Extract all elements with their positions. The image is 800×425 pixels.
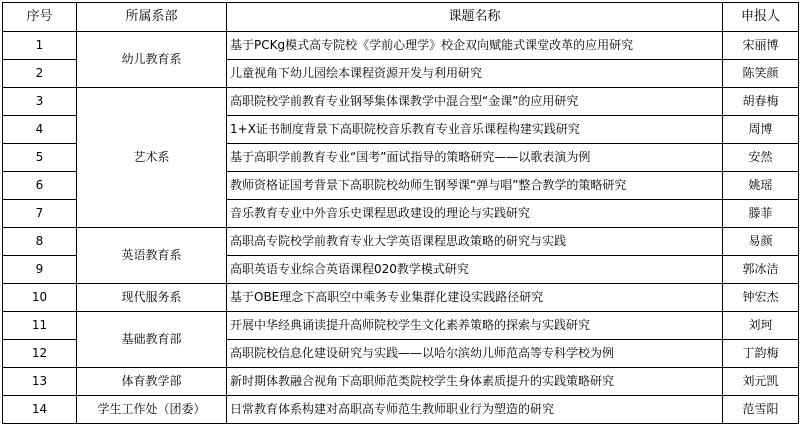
project-table (2, 2, 799, 424)
table-row (3, 32, 799, 60)
table-body (3, 32, 799, 424)
project-title: 高职院校学前教育专业钢琴集体课教学中混合型“金课”的应用研究 (227, 88, 723, 116)
row-number: 11 (3, 312, 77, 340)
applicant-name: 宋丽博 (723, 32, 799, 60)
header-applicant: 申报人 (723, 3, 799, 32)
applicant-name: 丁韵梅 (723, 340, 799, 368)
header-row (3, 3, 799, 32)
applicant-name: 姚瑶 (723, 172, 799, 200)
project-title: 音乐教育专业中外音乐史课程思政建设的理论与实践研究 (227, 200, 723, 228)
department-cell: 艺术系 (77, 88, 227, 228)
applicant-name: 刘珂 (723, 312, 799, 340)
table-row (3, 396, 799, 424)
department-cell: 学生工作处（团委） (77, 396, 227, 424)
department-cell: 幼儿教育系 (77, 32, 227, 88)
project-title: 基于OBE理念下高职空中乘务专业集群化建设实践路径研究 (227, 284, 723, 312)
project-title: 基于高职学前教育专业“国考”面试指导的策略研究——以歌表演为例 (227, 144, 723, 172)
department-cell: 现代服务系 (77, 284, 227, 312)
applicant-name: 易颜 (723, 228, 799, 256)
applicant-name: 范雪阳 (723, 396, 799, 424)
header-title: 课题名称 (227, 3, 723, 32)
row-number: 10 (3, 284, 77, 312)
department-cell: 体育教学部 (77, 368, 227, 396)
row-number: 7 (3, 200, 77, 228)
row-number: 5 (3, 144, 77, 172)
row-number: 3 (3, 88, 77, 116)
table-row (3, 368, 799, 396)
row-number: 1 (3, 32, 77, 60)
applicant-name: 郭冰洁 (723, 256, 799, 284)
project-title: 高职院校信息化建设研究与实践——以哈尔滨幼儿师范高等专科学校为例 (227, 340, 723, 368)
applicant-name: 刘元凯 (723, 368, 799, 396)
row-number: 13 (3, 368, 77, 396)
applicant-name: 周博 (723, 116, 799, 144)
project-title: 1+X证书制度背景下高职院校音乐教育专业音乐课程构建实践研究 (227, 116, 723, 144)
table-row (3, 228, 799, 256)
applicant-name: 陈笑颜 (723, 60, 799, 88)
project-title: 高职英语专业综合英语课程020教学模式研究 (227, 256, 723, 284)
project-title: 教师资格证国考背景下高职院校幼师生钢琴课“弹与唱”整合教学的策略研究 (227, 172, 723, 200)
applicant-name: 安然 (723, 144, 799, 172)
row-number: 14 (3, 396, 77, 424)
project-title: 基于PCKg模式高专院校《学前心理学》校企双向赋能式课堂改革的应用研究 (227, 32, 723, 60)
row-number: 4 (3, 116, 77, 144)
table-header (3, 3, 799, 32)
project-title: 开展中华经典诵读提升高师院校学生文化素养策略的探索与实践研究 (227, 312, 723, 340)
table-row (3, 312, 799, 340)
row-number: 8 (3, 228, 77, 256)
header-no: 序号 (3, 3, 77, 32)
applicant-name: 滕菲 (723, 200, 799, 228)
applicant-name: 钟宏杰 (723, 284, 799, 312)
applicant-name: 胡春梅 (723, 88, 799, 116)
department-cell: 基础教育部 (77, 312, 227, 368)
project-title: 儿童视角下幼儿园绘本课程资源开发与利用研究 (227, 60, 723, 88)
row-number: 12 (3, 340, 77, 368)
table-row (3, 88, 799, 116)
department-cell: 英语教育系 (77, 228, 227, 284)
row-number: 2 (3, 60, 77, 88)
table-row (3, 284, 799, 312)
project-title: 高职高专院校学前教育专业大学英语课程思政策略的研究与实践 (227, 228, 723, 256)
project-title: 日常教育体系构建对高职高专师范生教师职业行为塑造的研究 (227, 396, 723, 424)
row-number: 6 (3, 172, 77, 200)
header-department: 所属系部 (77, 3, 227, 32)
row-number: 9 (3, 256, 77, 284)
project-title: 新时期体教融合视角下高职师范类院校学生身体素质提升的实践策略研究 (227, 368, 723, 396)
